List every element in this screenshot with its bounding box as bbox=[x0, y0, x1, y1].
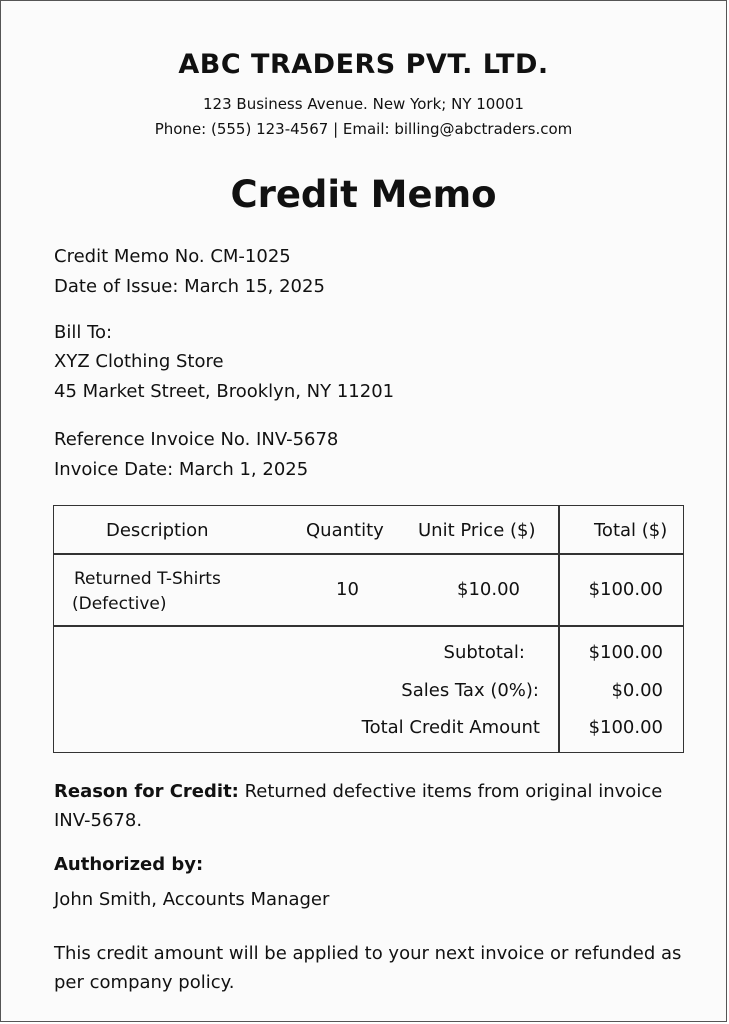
company-contact: Phone: (555) 123-4567 | Email: billing@abctraders.com bbox=[154, 120, 573, 138]
bill-to-name: XYZ Clothing Store bbox=[54, 351, 224, 372]
sales-tax-label: Sales Tax (0%): bbox=[401, 680, 539, 701]
invoice-date: Invoice Date: March 1, 2025 bbox=[54, 459, 309, 480]
company-address: 123 Business Avenue. New York; NY 10001 bbox=[203, 95, 524, 113]
table-divider bbox=[54, 625, 683, 627]
policy-note: This credit amount will be applied to your next invoice or refunded as per company policy. bbox=[54, 943, 682, 993]
total-credit-label: Total Credit Amount bbox=[361, 717, 540, 738]
credit-items-table bbox=[53, 505, 684, 753]
memo-date: Date of Issue: March 15, 2025 bbox=[54, 276, 325, 297]
header-total: Total ($) bbox=[594, 520, 668, 541]
bill-to-label: Bill To: bbox=[54, 322, 113, 343]
authorized-by-name: John Smith, Accounts Manager bbox=[54, 889, 330, 910]
bill-to-address: 45 Market Street, Brooklyn, NY 11201 bbox=[54, 381, 395, 402]
item-description-note: (Defective) bbox=[72, 594, 167, 614]
subtotal-label: Subtotal: bbox=[443, 642, 525, 663]
total-credit-value: $100.00 bbox=[588, 717, 663, 738]
table-column-divider bbox=[558, 506, 560, 752]
reason-label: Reason for Credit: bbox=[54, 781, 239, 802]
memo-number: Credit Memo No. CM-1025 bbox=[54, 246, 291, 267]
header-quantity: Quantity bbox=[306, 520, 384, 541]
subtotal-value: $100.00 bbox=[588, 642, 663, 663]
company-name: ABC TRADERS PVT. LTD. bbox=[178, 49, 549, 80]
item-quantity: 10 bbox=[336, 579, 359, 600]
header-unit-price: Unit Price ($) bbox=[418, 520, 536, 541]
item-description: Returned T-Shirts bbox=[74, 569, 221, 589]
reason-for-credit bbox=[54, 777, 684, 835]
table-divider bbox=[54, 553, 683, 555]
document-title: Credit Memo bbox=[230, 173, 497, 216]
sales-tax-value: $0.00 bbox=[611, 680, 663, 701]
item-unit-price: $10.00 bbox=[457, 579, 520, 600]
item-total: $100.00 bbox=[588, 579, 663, 600]
header-description: Description bbox=[106, 520, 209, 541]
reference-invoice: Reference Invoice No. INV-5678 bbox=[54, 429, 339, 450]
authorized-by-label: Authorized by: bbox=[54, 854, 204, 875]
reason-text: Returned defective items from original invoice INV-5678. bbox=[54, 781, 663, 831]
